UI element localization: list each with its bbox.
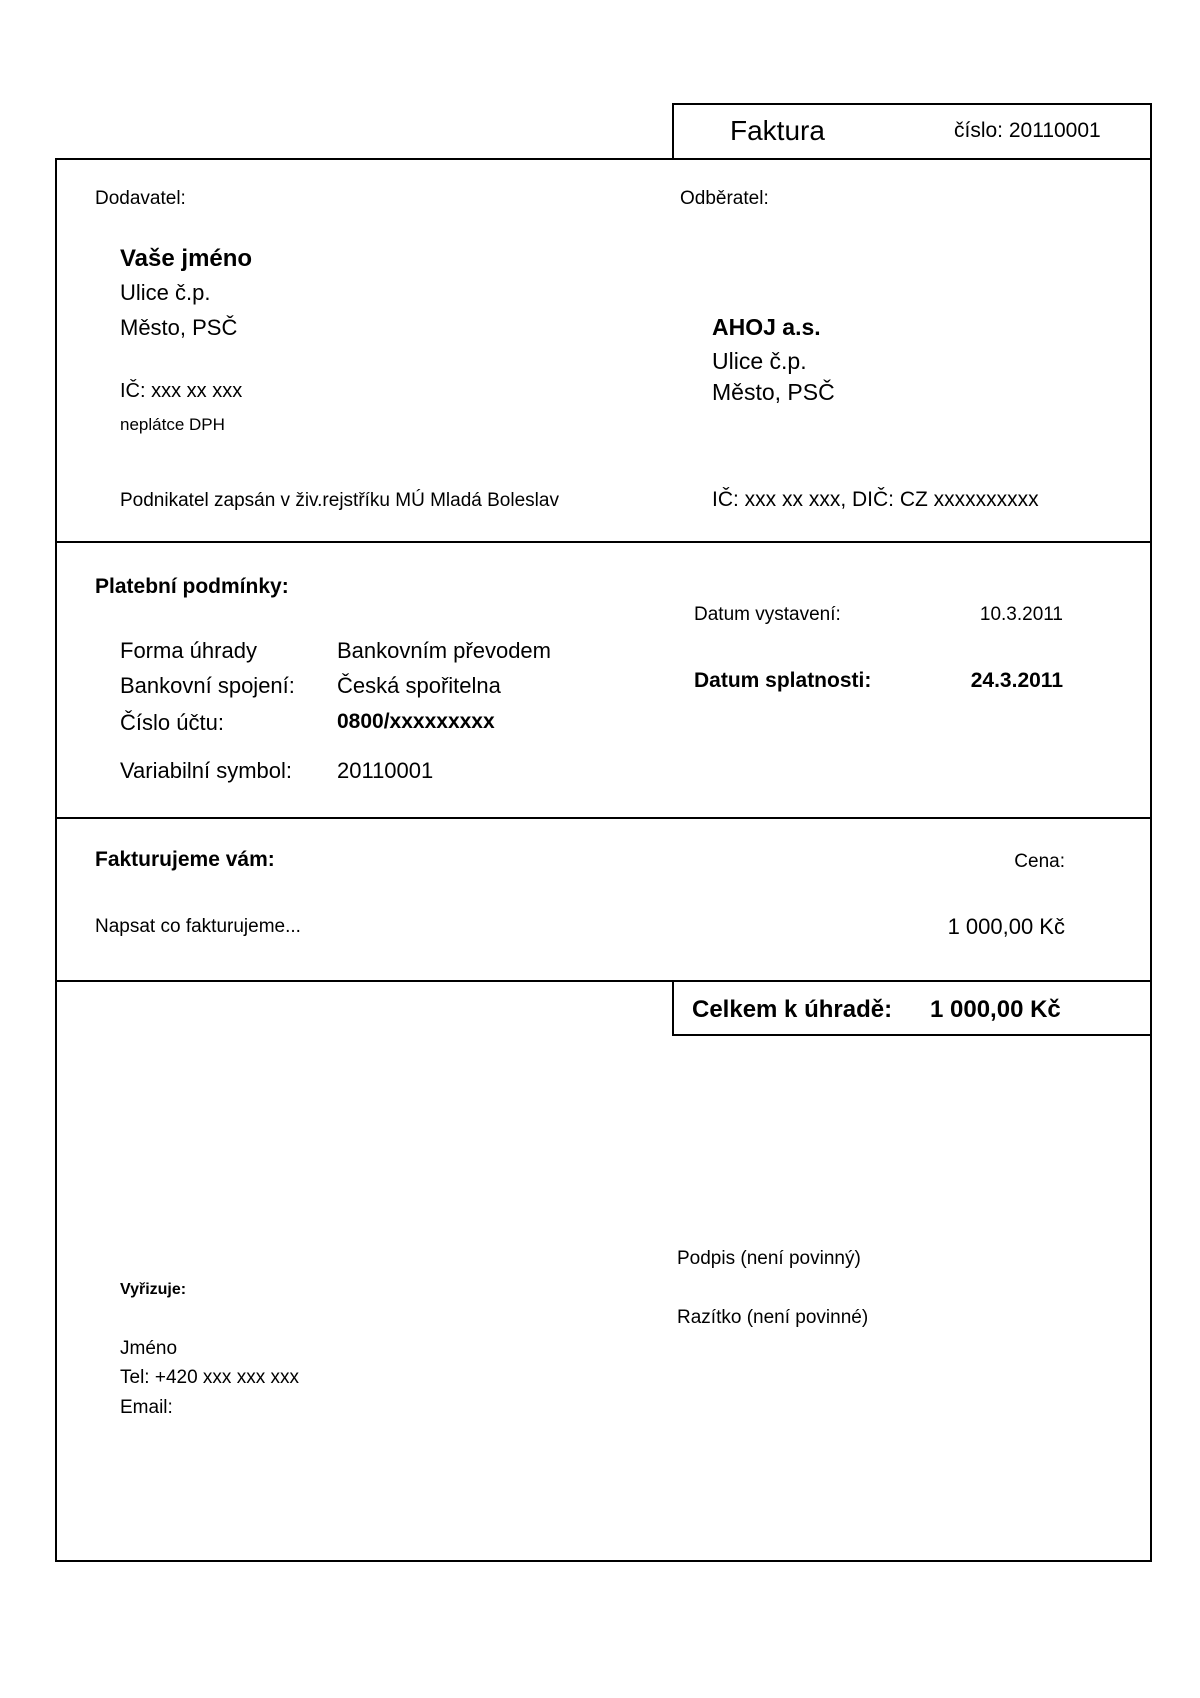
contact-email: Email: <box>120 1397 173 1418</box>
supplier-city: Město, PSČ <box>120 315 238 340</box>
payment-method-value: Bankovním převodem <box>337 638 551 663</box>
customer-label: Odběratel: <box>680 188 769 209</box>
stamp-label: Razítko (není povinné) <box>677 1307 869 1328</box>
supplier-vat-note: neplátce DPH <box>120 415 225 434</box>
due-date-value: 24.3.2011 <box>970 669 1063 692</box>
handled-by-label: Vyřizuje: <box>120 1281 187 1298</box>
item-description: Napsat co fakturujeme... <box>95 916 301 937</box>
issue-date-label: Datum vystavení: <box>694 604 841 625</box>
customer-street: Ulice č.p. <box>712 348 807 374</box>
payment-heading: Platební podmínky: <box>95 575 289 598</box>
account-value: 0800/xxxxxxxxx <box>337 710 495 733</box>
total-value: 1 000,00 Kč <box>930 996 1061 1023</box>
issue-date-value: 10.3.2011 <box>979 604 1063 625</box>
supplier-registry: Podnikatel zapsán v živ.rejstříku MÚ Mladá Boleslav <box>120 490 559 511</box>
supplier-name: Vaše jméno <box>120 245 253 272</box>
divider-parties <box>55 541 1152 543</box>
item-price: 1 000,00 Kč <box>947 914 1065 939</box>
payment-method-label: Forma úhrady <box>120 638 257 663</box>
supplier-street: Ulice č.p. <box>120 280 211 305</box>
divider-payment <box>55 817 1152 819</box>
bank-value: Česká spořitelna <box>337 673 501 698</box>
total-label: Celkem k úhradě: <box>692 996 893 1023</box>
bank-label: Bankovní spojení: <box>120 673 295 698</box>
invoice-number: číslo: 20110001 <box>954 119 1101 142</box>
customer-ids: IČ: xxx xx xxx, DIČ: CZ xxxxxxxxxx <box>712 488 1039 511</box>
variable-symbol-value: 20110001 <box>337 758 434 783</box>
items-heading: Fakturujeme vám: <box>95 848 275 871</box>
account-label: Číslo účtu: <box>120 710 224 735</box>
due-date-label: Datum splatnosti: <box>694 669 872 692</box>
invoice-title: Faktura <box>730 115 825 146</box>
contact-phone: Tel: +420 xxx xxx xxx <box>120 1367 299 1388</box>
signature-label: Podpis (není povinný) <box>677 1248 861 1269</box>
price-header: Cena: <box>1014 851 1065 872</box>
supplier-ic: IČ: xxx xx xxx <box>120 380 243 402</box>
customer-name: AHOJ a.s. <box>712 314 821 340</box>
supplier-label: Dodavatel: <box>95 188 186 209</box>
variable-symbol-label: Variabilní symbol: <box>120 758 292 783</box>
customer-city: Město, PSČ <box>712 379 835 405</box>
contact-name: Jméno <box>120 1338 178 1359</box>
